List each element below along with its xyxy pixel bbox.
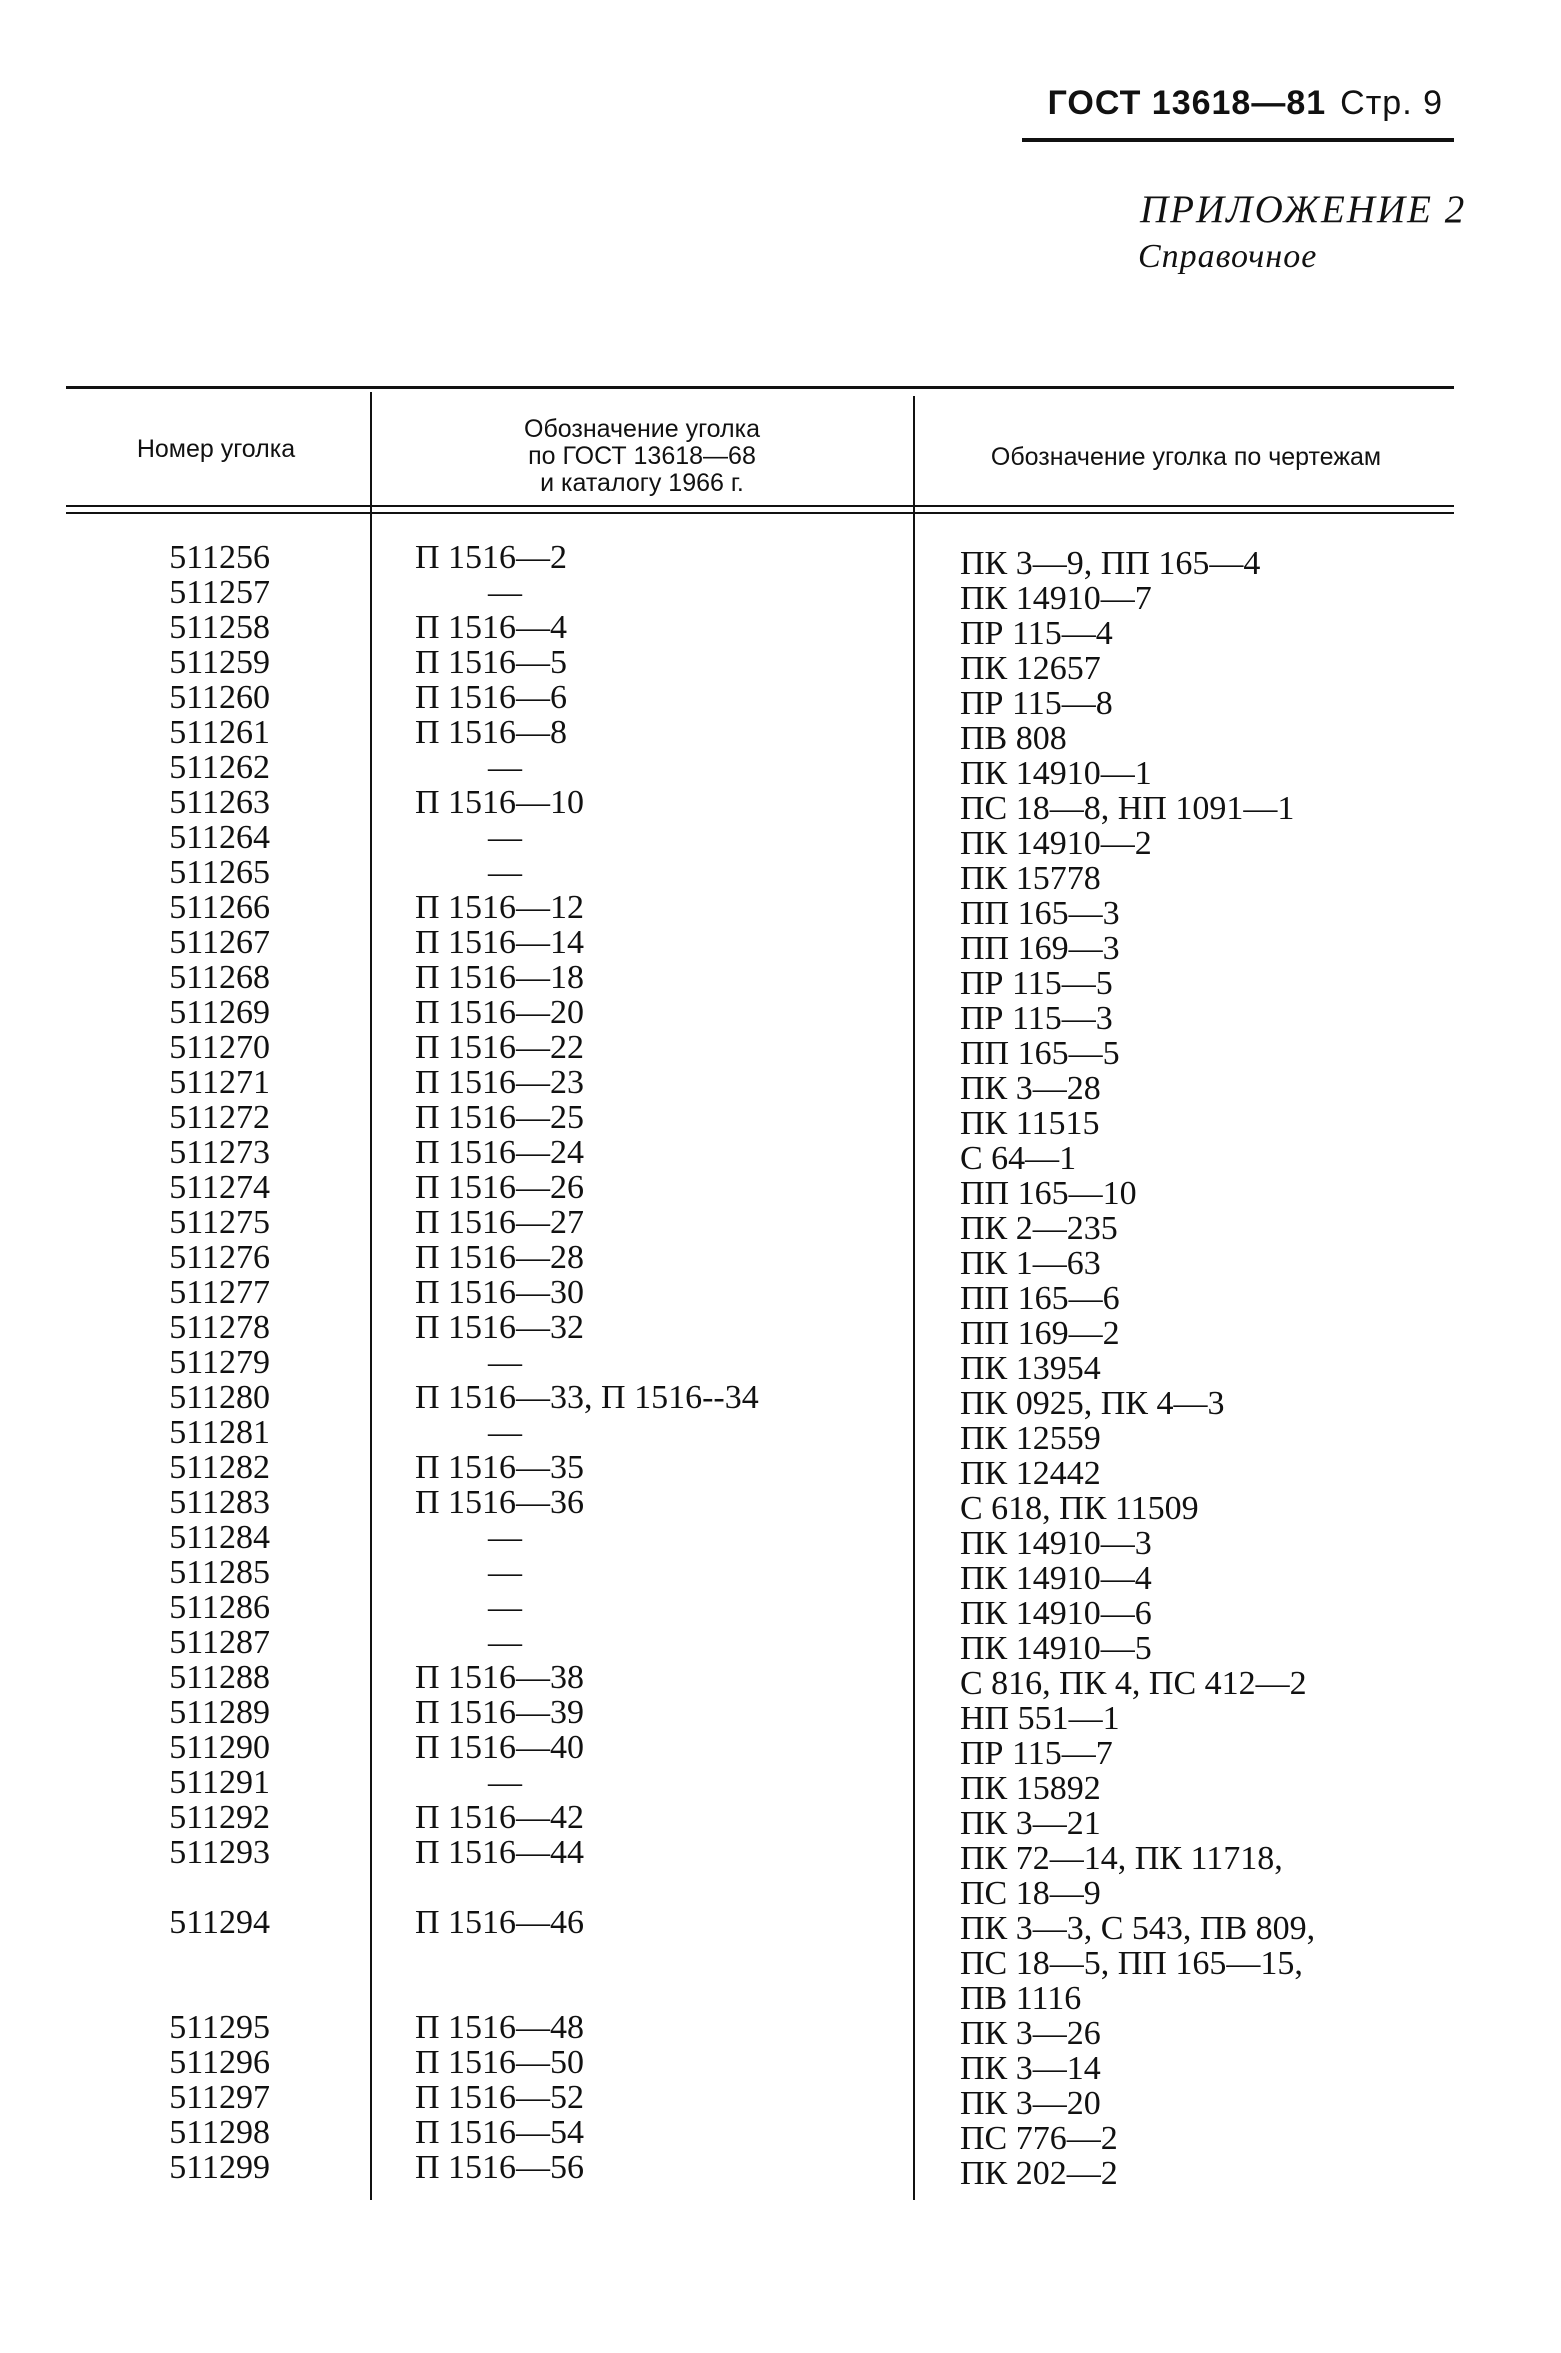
cell-drawing-designation: ПП 169—2 xyxy=(960,1315,1120,1352)
cell-drawing-designation: ПР 115—3 xyxy=(960,1000,1113,1037)
cell-drawing-designation: ПР 115—5 xyxy=(960,965,1113,1002)
cell-drawing-designation: ПК 0925, ПК 4—3 xyxy=(960,1385,1225,1422)
table-row xyxy=(0,2114,1561,2157)
table-row xyxy=(0,574,1561,617)
table-row xyxy=(0,1764,1561,1807)
cell-old-designation: П 1516—8 xyxy=(415,714,568,751)
table-row xyxy=(0,854,1561,897)
cell-number: 511262 xyxy=(169,749,270,786)
cell-old-designation: П 1516—56 xyxy=(415,2149,585,2186)
cell-drawing-designation: ПК 3—14 xyxy=(960,2050,1101,2087)
table-row xyxy=(0,1484,1561,1527)
table-row xyxy=(0,889,1561,932)
cell-number: 511275 xyxy=(169,1204,270,1241)
table-row xyxy=(0,924,1561,967)
cell-old-designation: П 1516—25 xyxy=(415,1099,585,1136)
cell-number: 511274 xyxy=(169,1169,270,1206)
table-row xyxy=(0,1799,1561,1842)
cell-number: 511299 xyxy=(169,2149,270,2186)
table-row xyxy=(0,644,1561,687)
cell-number: 511287 xyxy=(169,1624,270,1661)
table-row xyxy=(0,609,1561,652)
table-row xyxy=(0,1029,1561,1072)
cell-drawing-designation: ПС 18—5, ПП 165—15, xyxy=(960,1945,1303,1982)
cell-drawing-designation: ПК 11515 xyxy=(960,1105,1100,1142)
header-old-line1: Обозначение уголка xyxy=(524,415,760,443)
cell-old-designation: П 1516—52 xyxy=(415,2079,585,2116)
table-row xyxy=(0,679,1561,722)
cell-number: 511257 xyxy=(169,574,270,611)
cell-drawing-designation: ПК 13954 xyxy=(960,1350,1101,1387)
gost-number: ГОСТ 13618—81 xyxy=(1047,84,1327,122)
cell-number: 511259 xyxy=(169,644,270,681)
cell-old-designation: П 1516—27 xyxy=(415,1204,585,1241)
cell-drawing-designation: ПС 18—8, НП 1091—1 xyxy=(960,790,1295,827)
cell-drawing-designation: ПК 14910—6 xyxy=(960,1595,1152,1632)
cell-old-designation: П 1516—24 xyxy=(415,1134,585,1171)
table-row xyxy=(0,1379,1561,1422)
table-row xyxy=(0,1554,1561,1597)
cell-old-designation: — xyxy=(488,1414,522,1451)
cell-old-designation: П 1516—2 xyxy=(415,539,568,576)
table-row xyxy=(0,1169,1561,1212)
cell-number: 511276 xyxy=(169,1239,270,1276)
cell-drawing-designation: ПК 15892 xyxy=(960,1770,1101,1807)
cell-old-designation: П 1516—36 xyxy=(415,1484,585,1521)
cell-old-designation: П 1516—40 xyxy=(415,1729,585,1766)
cell-number: 511294 xyxy=(169,1904,270,1941)
cell-old-designation: П 1516—35 xyxy=(415,1449,585,1486)
cell-drawing-designation: ПР 115—8 xyxy=(960,685,1113,722)
cell-number: 511289 xyxy=(169,1694,270,1731)
cell-drawing-designation: ПП 165—10 xyxy=(960,1175,1137,1212)
cell-old-designation: П 1516—39 xyxy=(415,1694,585,1731)
cell-number: 511277 xyxy=(169,1274,270,1311)
table-row xyxy=(0,1204,1561,1247)
page-number: Стр. 9 xyxy=(1340,84,1443,122)
table-row xyxy=(0,784,1561,827)
cell-drawing-designation: ПП 165—5 xyxy=(960,1035,1120,1072)
table-row xyxy=(0,1449,1561,1492)
cell-old-designation: — xyxy=(488,854,522,891)
table-row xyxy=(0,1659,1561,1702)
cell-number: 511260 xyxy=(169,679,270,716)
cell-number: 511298 xyxy=(169,2114,270,2151)
cell-drawing-designation: ПК 15778 xyxy=(960,860,1101,897)
cell-number: 511291 xyxy=(169,1764,270,1801)
cell-old-designation: П 1516—30 xyxy=(415,1274,585,1311)
cell-old-designation: — xyxy=(488,1764,522,1801)
cell-drawing-designation: ПР 115—7 xyxy=(960,1735,1113,1772)
cell-old-designation: — xyxy=(488,574,522,611)
cell-drawing-designation: ПК 3—3, С 543, ПВ 809, xyxy=(960,1910,1316,1947)
table-row xyxy=(0,2149,1561,2192)
cell-old-designation: П 1516—14 xyxy=(415,924,585,961)
header-old-line2: по ГОСТ 13618—68 xyxy=(528,442,756,470)
cell-number: 511283 xyxy=(169,1484,270,1521)
table-row xyxy=(0,1239,1561,1282)
cell-number: 511268 xyxy=(169,959,270,996)
cell-old-designation: П 1516—54 xyxy=(415,2114,585,2151)
table-row xyxy=(0,1519,1561,1562)
cell-drawing-designation: ПК 3—9, ПП 165—4 xyxy=(960,545,1261,582)
cell-number: 511265 xyxy=(169,854,270,891)
cell-number: 511258 xyxy=(169,609,270,646)
cell-number: 511286 xyxy=(169,1589,270,1626)
table-row xyxy=(0,2044,1561,2087)
cell-drawing-designation: ПК 14910—1 xyxy=(960,755,1152,792)
cell-number: 511272 xyxy=(169,1099,270,1136)
cell-old-designation: — xyxy=(488,1554,522,1591)
table-row xyxy=(0,1064,1561,1107)
cell-old-designation: — xyxy=(488,1344,522,1381)
cell-old-designation: П 1516—44 xyxy=(415,1834,585,1871)
cell-old-designation: П 1516—10 xyxy=(415,784,585,821)
cell-old-designation: П 1516—26 xyxy=(415,1169,585,1206)
cell-old-designation: П 1516—18 xyxy=(415,959,585,996)
cell-number: 511290 xyxy=(169,1729,270,1766)
cell-drawing-designation: ПП 169—3 xyxy=(960,930,1120,967)
header-old-line3: и каталогу 1966 г. xyxy=(540,469,744,497)
cell-old-designation: П 1516—28 xyxy=(415,1239,585,1276)
cell-number: 511281 xyxy=(169,1414,270,1451)
cell-old-designation: П 1516—12 xyxy=(415,889,585,926)
cell-old-designation: П 1516—6 xyxy=(415,679,568,716)
cell-number: 511292 xyxy=(169,1799,270,1836)
cell-drawing-designation: ПС 776—2 xyxy=(960,2120,1118,2157)
table-row xyxy=(0,1134,1561,1177)
cell-number: 511297 xyxy=(169,2079,270,2116)
cell-number: 511285 xyxy=(169,1554,270,1591)
cell-old-designation: — xyxy=(488,1519,522,1556)
table-head-rule-1 xyxy=(66,505,1454,507)
table-row xyxy=(0,1309,1561,1352)
cell-drawing-designation: ПВ 1116 xyxy=(960,1980,1082,2017)
appendix-subtitle: Справочное xyxy=(1138,238,1318,275)
table-row xyxy=(0,2079,1561,2122)
cell-drawing-designation: ПК 202—2 xyxy=(960,2155,1118,2192)
cell-old-designation: П 1516—38 xyxy=(415,1659,585,1696)
cell-old-designation: — xyxy=(488,749,522,786)
table-row xyxy=(0,1904,1561,2017)
header-old-designation xyxy=(374,416,910,497)
cell-old-designation: П 1516—50 xyxy=(415,2044,585,2081)
cell-drawing-designation: ПК 1—63 xyxy=(960,1245,1101,1282)
cell-old-designation: П 1516—42 xyxy=(415,1799,585,1836)
cell-drawing-designation: ПК 3—20 xyxy=(960,2085,1101,2122)
cell-old-designation: П 1516—33, П 1516--34 xyxy=(415,1379,759,1416)
cell-old-designation: П 1516—5 xyxy=(415,644,568,681)
cell-old-designation: П 1516—20 xyxy=(415,994,585,1031)
table-row xyxy=(0,1624,1561,1667)
cell-drawing-designation: ПВ 808 xyxy=(960,720,1067,757)
cell-drawing-designation: ПС 18—9 xyxy=(960,1875,1101,1912)
document-header xyxy=(1048,84,1443,123)
cell-old-designation: П 1516—23 xyxy=(415,1064,585,1101)
cell-drawing-designation: ПП 165—3 xyxy=(960,895,1120,932)
header-drawing-designation: Обозначение уголка по чертежам xyxy=(990,443,1382,471)
cell-drawing-designation: С 64—1 xyxy=(960,1140,1077,1177)
table-row xyxy=(0,1344,1561,1387)
cell-drawing-designation: НП 551—1 xyxy=(960,1700,1120,1737)
cell-number: 511270 xyxy=(169,1029,270,1066)
cell-drawing-designation: ПК 14910—7 xyxy=(960,580,1152,617)
cell-drawing-designation: С 816, ПК 4, ПС 412—2 xyxy=(960,1665,1307,1702)
cell-number: 511256 xyxy=(169,539,270,576)
table-row xyxy=(0,1694,1561,1737)
table-row xyxy=(0,1414,1561,1457)
cell-number: 511269 xyxy=(169,994,270,1031)
table-head-rule-2 xyxy=(66,512,1454,514)
cell-number: 511284 xyxy=(169,1519,270,1556)
header-rule xyxy=(1022,138,1454,142)
cell-old-designation: П 1516—46 xyxy=(415,1904,585,1941)
table-row xyxy=(0,959,1561,1002)
cell-drawing-designation: ПК 3—21 xyxy=(960,1805,1101,1842)
cell-drawing-designation: ПК 3—26 xyxy=(960,2015,1101,2052)
table-row xyxy=(0,2009,1561,2052)
cell-number: 511264 xyxy=(169,819,270,856)
cell-number: 511271 xyxy=(169,1064,270,1101)
cell-drawing-designation: ПК 12559 xyxy=(960,1420,1101,1457)
cell-drawing-designation: ПК 2—235 xyxy=(960,1210,1118,1247)
table-row xyxy=(0,819,1561,862)
header-number: Номер уголка xyxy=(136,435,296,463)
table-row xyxy=(0,1834,1561,1912)
cell-number: 511279 xyxy=(169,1344,270,1381)
table-row xyxy=(0,539,1561,582)
cell-number: 511282 xyxy=(169,1449,270,1486)
table-row xyxy=(0,994,1561,1037)
cell-number: 511296 xyxy=(169,2044,270,2081)
cell-number: 511278 xyxy=(169,1309,270,1346)
cell-number: 511288 xyxy=(169,1659,270,1696)
cell-drawing-designation: ПК 14910—4 xyxy=(960,1560,1152,1597)
cell-old-designation: — xyxy=(488,1589,522,1626)
cell-drawing-designation: ПП 165—6 xyxy=(960,1280,1120,1317)
cell-old-designation: П 1516—48 xyxy=(415,2009,585,2046)
cell-number: 511267 xyxy=(169,924,270,961)
cell-old-designation: П 1516—4 xyxy=(415,609,568,646)
cell-number: 511266 xyxy=(169,889,270,926)
cell-old-designation: П 1516—32 xyxy=(415,1309,585,1346)
table-row xyxy=(0,1589,1561,1632)
cell-old-designation: — xyxy=(488,819,522,856)
cell-number: 511295 xyxy=(169,2009,270,2046)
cell-drawing-designation: ПК 12657 xyxy=(960,650,1101,687)
cell-old-designation: — xyxy=(488,1624,522,1661)
table-row xyxy=(0,749,1561,792)
table-row xyxy=(0,1729,1561,1772)
table-row xyxy=(0,1274,1561,1317)
cell-number: 511263 xyxy=(169,784,270,821)
cell-drawing-designation: ПК 72—14, ПК 11718, xyxy=(960,1840,1283,1877)
cell-number: 511261 xyxy=(169,714,270,751)
cell-drawing-designation: ПК 12442 xyxy=(960,1455,1101,1492)
cell-drawing-designation: ПК 14910—3 xyxy=(960,1525,1152,1562)
cell-drawing-designation: ПК 14910—5 xyxy=(960,1630,1152,1667)
cell-old-designation: П 1516—22 xyxy=(415,1029,585,1066)
cell-drawing-designation: ПР 115—4 xyxy=(960,615,1113,652)
appendix-title: ПРИЛОЖЕНИЕ 2 xyxy=(1140,188,1467,231)
cell-drawing-designation: ПК 3—28 xyxy=(960,1070,1101,1107)
table-row xyxy=(0,1099,1561,1142)
cell-number: 511273 xyxy=(169,1134,270,1171)
cell-number: 511293 xyxy=(169,1834,270,1871)
cell-drawing-designation: С 618, ПК 11509 xyxy=(960,1490,1199,1527)
cell-number: 511280 xyxy=(169,1379,270,1416)
table-top-rule xyxy=(66,386,1454,389)
table-row xyxy=(0,714,1561,757)
cell-drawing-designation: ПК 14910—2 xyxy=(960,825,1152,862)
